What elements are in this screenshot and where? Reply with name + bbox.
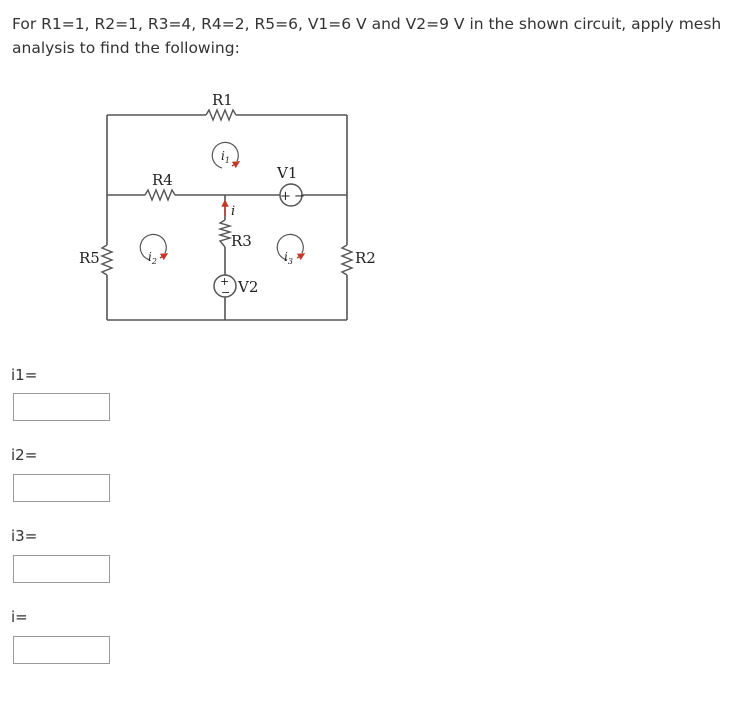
- voltage-source-v1: [280, 184, 305, 206]
- label-r4: R4: [152, 171, 173, 189]
- mesh-i3-label: i: [284, 250, 288, 264]
- resistor-r1: [206, 110, 236, 120]
- answer-input-i[interactable]: [13, 636, 110, 664]
- mesh-i1-label: i: [221, 149, 225, 163]
- label-i: i: [231, 204, 236, 219]
- answer-input-i3[interactable]: [13, 555, 110, 583]
- resistor-r4: [145, 190, 175, 200]
- resistor-r3: [220, 220, 230, 247]
- circuit-diagram: [70, 85, 390, 325]
- v1-plus-sign: +: [280, 189, 291, 204]
- question-text: For R1=1, R2=1, R3=4, R4=2, R5=6, V1=6 V and V2=9 V in the shown circuit, apply mesh analysis to find the following:: [12, 15, 722, 57]
- mesh-i3-sub: 3: [287, 257, 293, 266]
- label-v1: V1: [277, 164, 298, 182]
- answer-input-i1[interactable]: [13, 393, 110, 421]
- v1-minus-sign: −: [294, 189, 305, 204]
- answer-input-i2[interactable]: [13, 474, 110, 502]
- mesh-i1-sub: 1: [224, 156, 230, 165]
- resistor-r2: [342, 245, 352, 275]
- label-r3: R3: [231, 232, 252, 250]
- mesh-i2-label: i: [148, 250, 152, 264]
- answer-label-i: i=: [11, 608, 28, 626]
- resistor-r5: [102, 245, 112, 275]
- v2-plus-sign: +: [220, 275, 230, 288]
- svg-text:i2: [148, 250, 157, 266]
- svg-text:i1: [221, 149, 230, 165]
- label-r2: R2: [355, 249, 376, 267]
- mesh-current-i3: [277, 234, 303, 266]
- answer-label-i1: i1=: [11, 366, 38, 384]
- answer-label-i3: i3=: [11, 527, 38, 545]
- mesh-i2-sub: 2: [151, 257, 157, 266]
- mesh-current-i2: [140, 234, 166, 266]
- label-v2: V2: [238, 278, 259, 296]
- label-r5: R5: [79, 249, 100, 267]
- voltage-source-v2: [214, 275, 236, 299]
- mesh-current-i1: [212, 142, 238, 168]
- v2-minus-sign: −: [221, 286, 231, 299]
- label-r1: R1: [212, 91, 233, 109]
- svg-text:i3: [284, 250, 293, 266]
- answer-label-i2: i2=: [11, 446, 38, 464]
